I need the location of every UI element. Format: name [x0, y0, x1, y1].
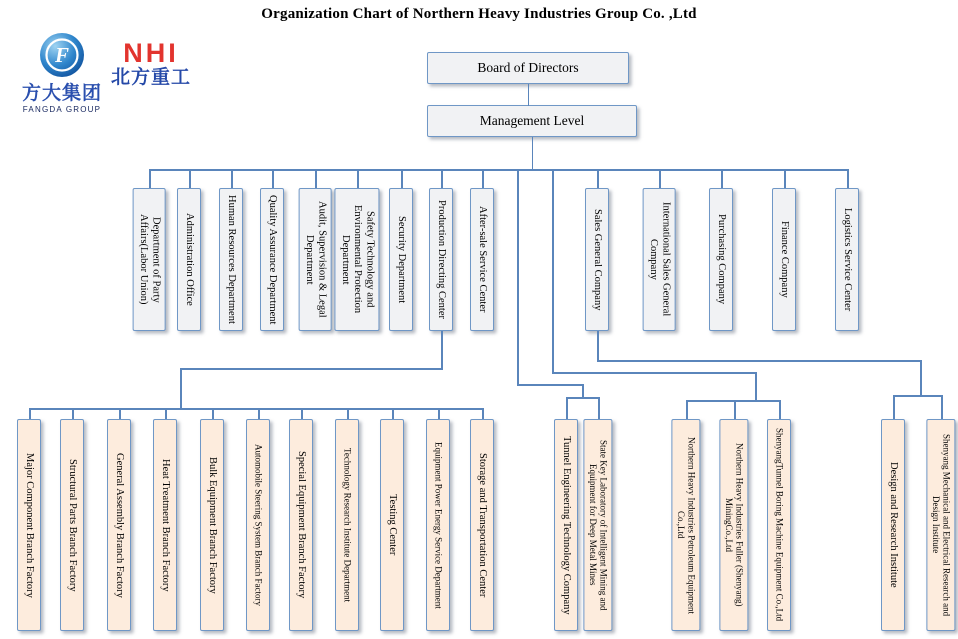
node-testing-center: Testing Center — [380, 419, 404, 631]
node-equipment-power-energy-service-department: Equipment Power Energy Service Department — [426, 419, 450, 631]
connector-line — [566, 397, 568, 419]
connector-line — [779, 400, 781, 419]
connector-line — [180, 368, 443, 370]
connector-line — [517, 169, 519, 384]
fangda-cn-name: 方大集团 — [21, 83, 102, 104]
node-special-equipment-branch-factory: Special Equipment Branch Factory — [289, 419, 313, 631]
node-board-of-directors: Board of Directors — [427, 52, 629, 84]
connector-line — [893, 395, 943, 397]
nhi-abbr: NHI — [123, 38, 179, 68]
node-security-department: Security Department — [389, 188, 413, 331]
connector-line — [119, 408, 121, 419]
connector-line — [149, 169, 849, 171]
node-northern-heavy-industries-fuller-shenyang-mining: Northern Heavy Industries Fuller (Shenyang) MiningCo.,Ltd — [719, 419, 748, 631]
fangda-logo — [16, 32, 108, 114]
connector-line — [597, 169, 599, 188]
connector-line — [165, 408, 167, 419]
node-safety-technology-and-environmental-protection-d: Safety Technology and Environmental Protection Department — [334, 188, 379, 331]
node-bulk-equipment-branch-factory: Bulk Equipment Branch Factory — [200, 419, 224, 631]
connector-line — [189, 169, 191, 188]
connector-line — [441, 169, 443, 188]
connector-line — [180, 368, 182, 408]
node-shenyang-mechanical-and-electrical-research-and-: Shenyang Mechanical and Electrical Research and Design Institute — [926, 419, 955, 631]
connector-line — [721, 169, 723, 188]
connector-line — [941, 395, 943, 419]
connector-line — [734, 400, 736, 419]
node-automobile-steering-system-branch-factory: Automobile Steering System Branch Factory — [246, 419, 270, 631]
node-purchasing-company: Purchasing Company — [709, 188, 733, 331]
connector-line — [272, 169, 274, 188]
connector-line — [392, 408, 394, 419]
connector-line — [441, 331, 443, 368]
node-tunnel-engineering-technology-company: Tunnel Engineering Technology Company — [554, 419, 578, 631]
connector-line — [686, 400, 688, 419]
connector-line — [357, 169, 359, 188]
node-administration-office: Administration Office — [177, 188, 201, 331]
connector-line — [347, 408, 349, 419]
connector-line — [401, 169, 403, 188]
node-management-level: Management Level — [427, 105, 637, 137]
connector-line — [482, 169, 484, 188]
page-title: Organization Chart of Northern Heavy Industries Group Co. ,Ltd — [261, 6, 697, 22]
node-storage-and-transportation-center: Storage and Transportation Center — [470, 419, 494, 631]
nhi-logo — [108, 40, 194, 89]
connector-line — [29, 408, 31, 419]
node-quality-assurance-department: Quality Assurance Department — [260, 188, 284, 331]
connector-line — [784, 169, 786, 188]
connector-line — [72, 408, 74, 419]
connector-line — [231, 169, 233, 188]
node-structural-parts-branch-factory: Structural Parts Branch Factory — [60, 419, 84, 631]
connector-line — [566, 397, 600, 399]
connector-line — [149, 169, 151, 188]
node-human-resources-department: Human Resources Department — [219, 188, 243, 331]
connector-line — [482, 408, 484, 419]
nhi-cn-name: 北方重工 — [110, 67, 191, 88]
node-major-component-branch-factory: Major Component Branch Factory — [17, 419, 41, 631]
node-sales-general-company: Sales General Company — [585, 188, 609, 331]
node-heat-treatment-branch-factory: Heat Treatment Branch Factory — [153, 419, 177, 631]
connector-line — [598, 397, 600, 419]
connector-line — [552, 372, 757, 374]
node-after-sale-service-center: After-sale Service Center — [470, 188, 494, 331]
node-technology-research-institute-department: Technology Research Institute Department — [335, 419, 359, 631]
connector-line — [438, 408, 440, 419]
connector-line — [755, 372, 757, 400]
fangda-globe-icon — [39, 32, 85, 78]
connector-line — [301, 408, 303, 419]
svg-text:F: F — [54, 43, 70, 67]
fangda-en-name: FANGDA GROUP — [22, 105, 102, 114]
connector-line — [552, 169, 554, 372]
node-department-of-party-affairs-labor-union: Department of Party Affairs(Labor Union) — [133, 188, 166, 331]
node-production-directing-center: Production Directing Center — [429, 188, 453, 331]
connector-line — [528, 84, 530, 106]
connector-line — [659, 169, 661, 188]
node-international-sales-general-company: International Sales General Company — [643, 188, 676, 331]
node-shenyangtunnel-boring-machine-equipment-co-ltd: ShenyangTunnel Boring Machine Equipment Co.,Ltd — [767, 419, 791, 631]
connector-line — [532, 137, 534, 169]
connector-line — [212, 408, 214, 419]
connector-line — [29, 408, 484, 410]
connector-line — [920, 360, 922, 395]
node-logistics-service-center: Logistics Service Center — [835, 188, 859, 331]
connector-line — [517, 384, 584, 386]
node-northern-heavy-industries-petroleum-equipment-co: Northern Heavy Industries Petroleum Equipment Co.,Ltd — [671, 419, 700, 631]
node-finance-company: Finance Company — [772, 188, 796, 331]
connector-line — [315, 169, 317, 188]
node-state-key-laboratory-of-intelligent-mining-and-e: State Key Laboratory of Intelligent Mining and Equipment for Deep Metal Mines — [583, 419, 612, 631]
connector-line — [847, 169, 849, 188]
connector-line — [258, 408, 260, 419]
node-design-and-research-institute: Design and Research Institute — [881, 419, 905, 631]
node-general-assembly-branch-factory: General Assembly Branch Factory — [107, 419, 131, 631]
connector-line — [893, 395, 895, 419]
connector-line — [597, 331, 599, 360]
connector-line — [582, 384, 584, 397]
node-audit-supervision-legal-department: Audit, Supervision & Legal Department — [299, 188, 332, 331]
connector-line — [597, 360, 922, 362]
